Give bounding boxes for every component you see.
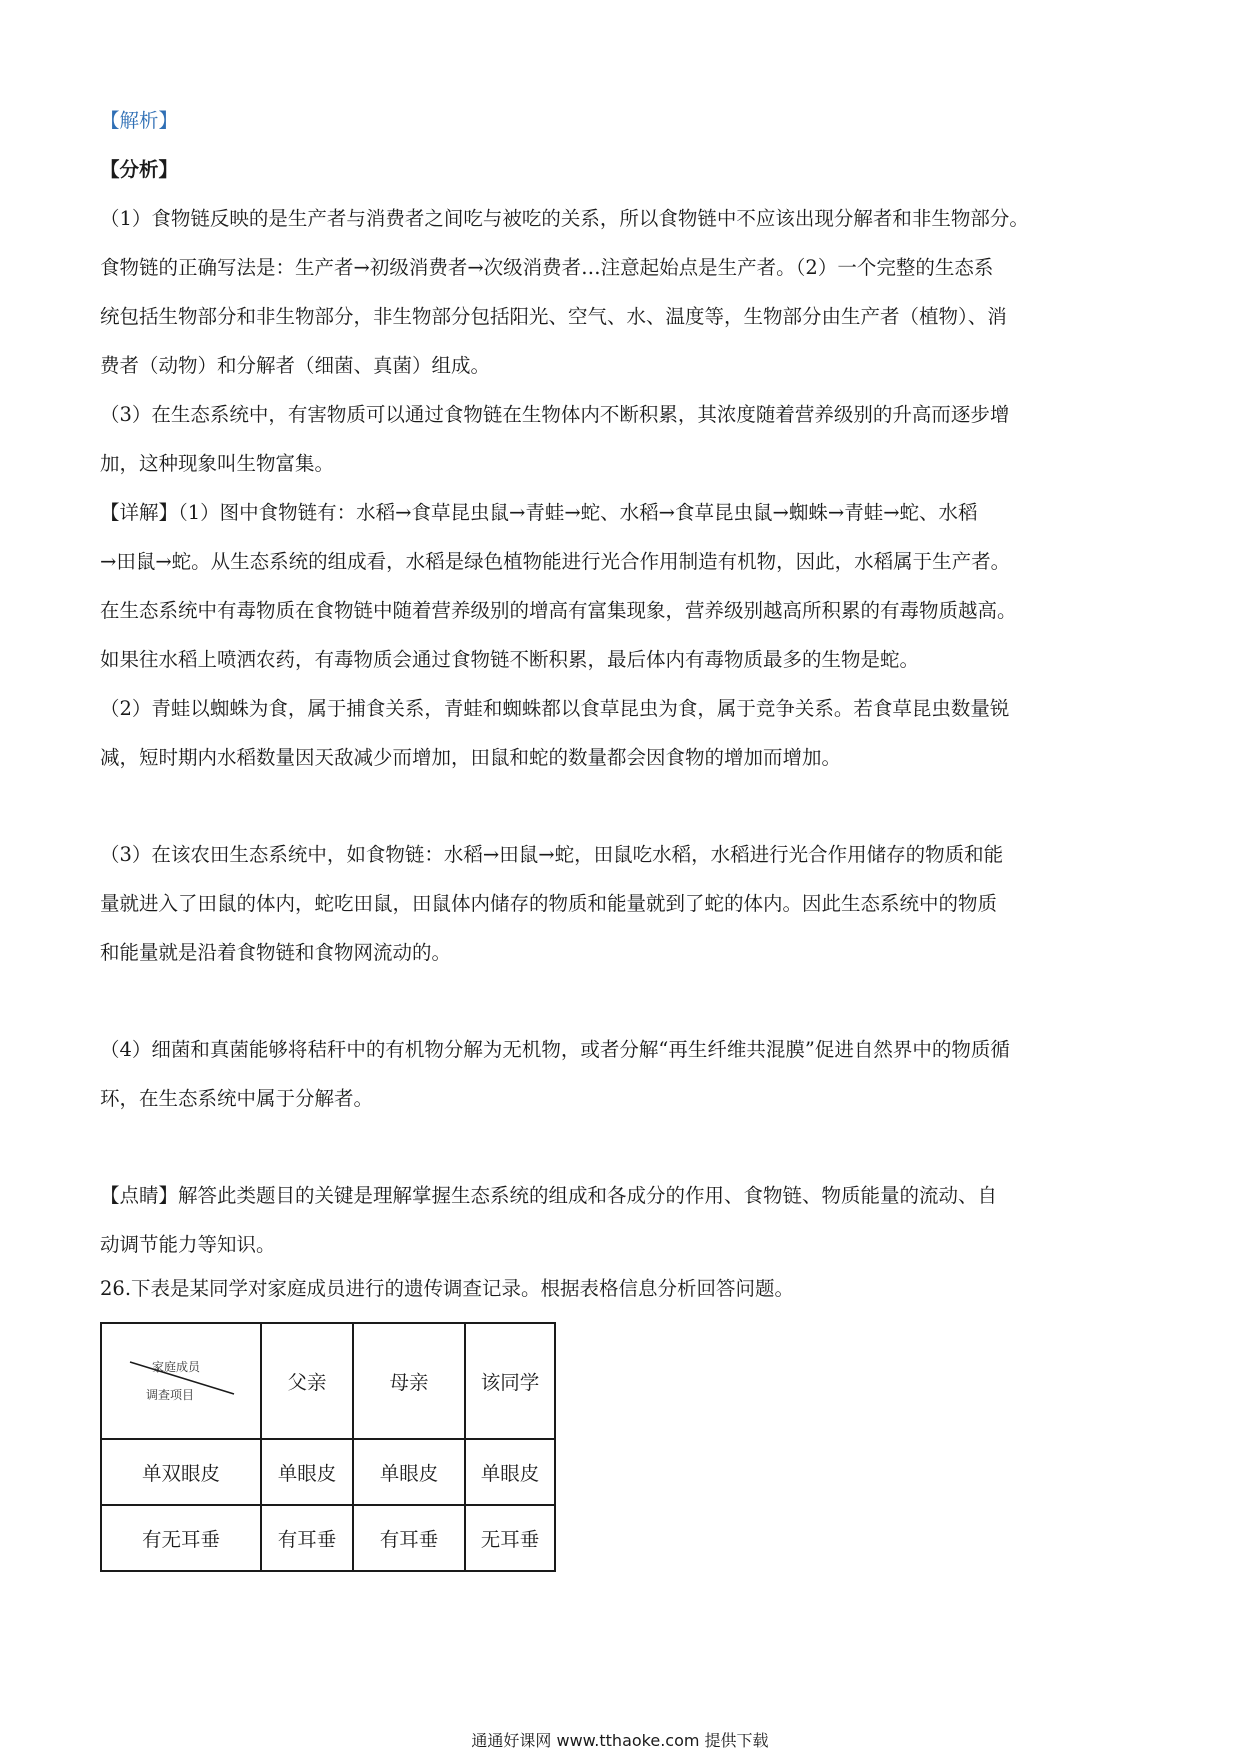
detail-p3-line: 量就进入了田鼠的体内，蛇吃田鼠，田鼠体内储存的物质和能量就到了蛇的体内。因此生态系统中的物质 (100, 892, 998, 915)
analysis-line: 食物链的正确写法是：生产者→初级消费者→次级消费者…注意起始点是生产者。（2）一个完整的生态系 (100, 256, 994, 279)
analysis-line: 统包括生物部分和非生物部分，非生物部分包括阳光、空气、水、温度等，生物部分由生产者（植物）、消 (100, 305, 1007, 328)
table-cell: 无耳垂 (465, 1505, 555, 1571)
corner-bottom-label: 调查项目 (146, 1388, 195, 1402)
analysis-heading: 【解析】 (100, 109, 179, 132)
analysis-line: （1）食物链反映的是生产者与消费者之间吃与被吃的关系，所以食物链中不应该出现分解者和非生物部分。 (100, 207, 1029, 230)
table-corner-cell (101, 1323, 261, 1439)
detail-line: 【详解】（1）图中食物链有：水稻→食草昆虫鼠→青蛙→蛇、水稻→食草昆虫鼠→蜘蛛→青蛙→蛇、水稻 (100, 501, 978, 524)
detail-p4-line: （4）细菌和真菌能够将秸秆中的有机物分解为无机物，或者分解“再生纤维共混膜”促进自然界中的物质循 (100, 1038, 1010, 1061)
table-header-cell: 该同学 (465, 1323, 555, 1439)
comment-line: 【点睛】解答此类题目的关键是理解掌握生态系统的组成和各成分的作用、食物链、物质能量的流动、自 (100, 1184, 998, 1207)
analysis-line: 费者（动物）和分解者（细菌、真菌）组成。 (100, 354, 491, 377)
comment-line: 动调节能力等知识。 (100, 1233, 276, 1256)
table-row (101, 1439, 555, 1505)
detail-p3-line: （3）在该农田生态系统中，如食物链：水稻→田鼠→蛇，田鼠吃水稻，水稻进行光合作用储存的物质和能 (100, 843, 1004, 866)
question-text: 26.下表是某同学对家庭成员进行的遗传调查记录。根据表格信息分析回答问题。 (100, 1277, 795, 1300)
detail-line: （2）青蛙以蜘蛛为食，属于捕食关系，青蛙和蜘蛛都以食草昆虫为食，属于竞争关系。若食草昆虫数量锐 (100, 697, 1010, 720)
detail-line: 减，短时期内水稻数量因天敌减少而增加，田鼠和蛇的数量都会因食物的增加而增加。 (100, 746, 842, 769)
footer-text: 通通好课网 www.tthaoke.com 提供下载 (471, 1731, 769, 1750)
survey-table (100, 1322, 556, 1572)
detail-p3-line: 和能量就是沿着食物链和食物网流动的。 (100, 941, 452, 964)
table-header-cell: 母亲 (353, 1323, 465, 1439)
table-header-row (101, 1323, 555, 1439)
analysis-line: 加，这种现象叫生物富集。 (100, 452, 335, 475)
table-cell: 单眼皮 (465, 1439, 555, 1505)
detail-line: →田鼠→蛇。从生态系统的组成看，水稻是绿色植物能进行光合作用制造有机物，因此，水稻属于生产者。 (100, 550, 1011, 573)
diagonal-line (102, 1324, 260, 1438)
table-header-cell: 父亲 (261, 1323, 353, 1439)
document-body (100, 96, 1140, 1309)
detail-line: 如果往水稻上喷洒农药，有毒物质会通过食物链不断积累，最后体内有毒物质最多的生物是蛇。 (100, 648, 920, 671)
detail-line: 在生态系统中有毒物质在食物链中随着营养级别的增高有富集现象，营养级别越高所积累的有毒物质越高。 (100, 599, 1017, 622)
table-row-label: 单双眼皮 (101, 1439, 261, 1505)
analysis-line: （3）在生态系统中，有害物质可以通过食物链在生物体内不断积累，其浓度随着营养级别的升高而逐步增 (100, 403, 1010, 426)
table-row-label: 有无耳垂 (101, 1505, 261, 1571)
table-row (101, 1505, 555, 1571)
table-cell: 单眼皮 (261, 1439, 353, 1505)
analysis-subheading: 【分析】 (100, 158, 179, 181)
detail-p4-line: 环，在生态系统中属于分解者。 (100, 1087, 374, 1110)
table-cell: 单眼皮 (353, 1439, 465, 1505)
corner-top-label: 家庭成员 (152, 1360, 201, 1374)
table-cell: 有耳垂 (353, 1505, 465, 1571)
table-cell: 有耳垂 (261, 1505, 353, 1571)
